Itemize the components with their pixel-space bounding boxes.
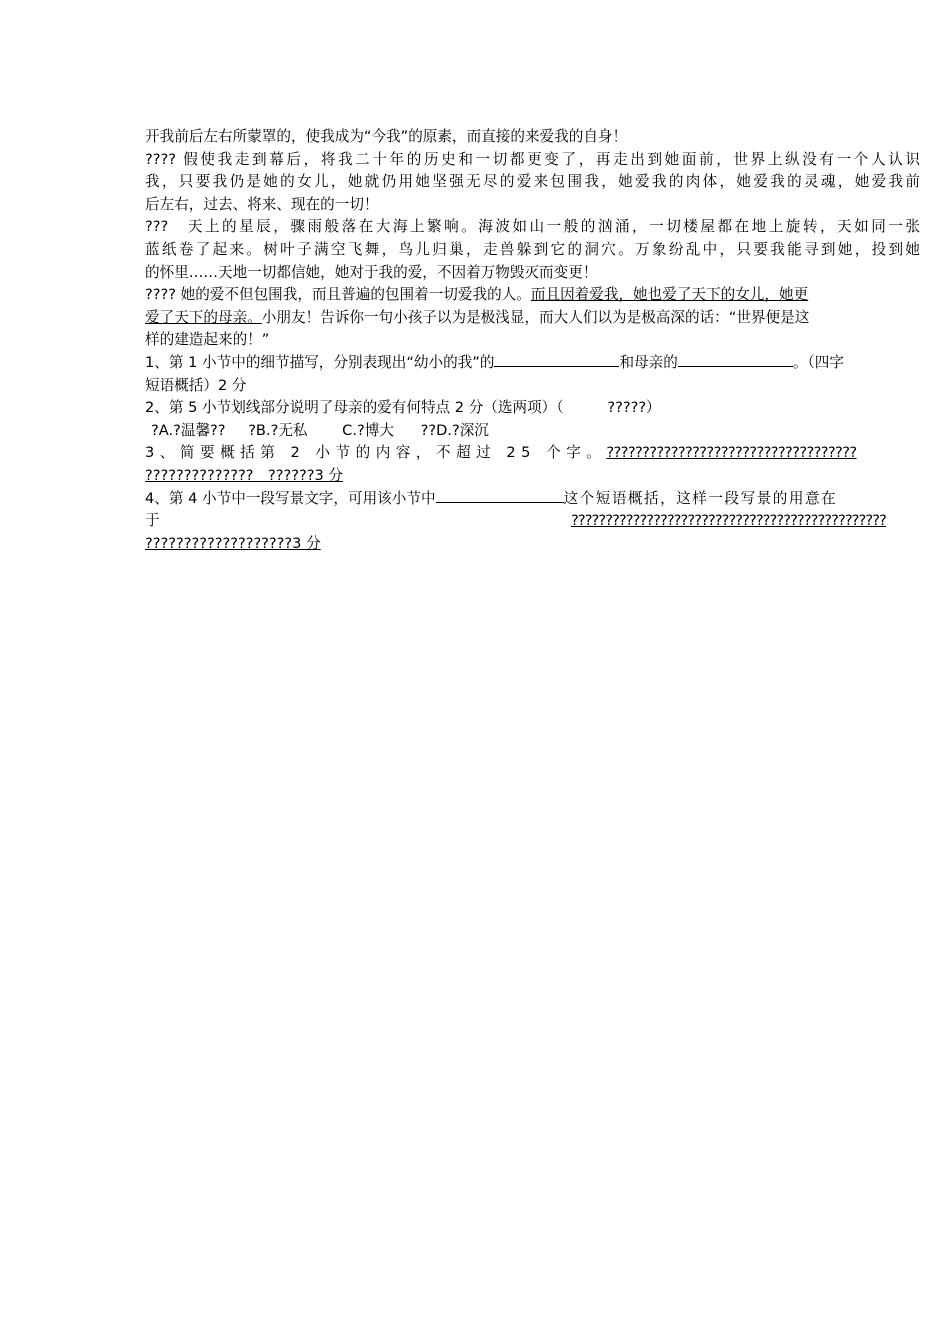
passage-text: ???? 她的爱不但包围我，而且普遍的包围着一切爱我的人。 [145, 286, 531, 304]
answer-line[interactable]: ???????????????????3 分 [145, 534, 321, 552]
passage-line [145, 284, 920, 307]
passage-line: 开我前后左右所蒙罩的，使我成为“今我”的原素，而直接的来爱我的自身！ [145, 128, 628, 145]
passage-line: 蓝纸卷了起来。树叶子满空飞舞，鸟儿归巢，走兽躲到它的洞穴。万象纷乱中，只要我能寻到她，投到她 [145, 240, 920, 258]
option-d[interactable]: ??D.?深沉 [420, 421, 489, 439]
question-text: 这个短语概括，这样一段写景的用意在 [563, 489, 838, 507]
question-1 [145, 352, 920, 375]
question-text: 和母亲的 [619, 353, 678, 371]
question-text: 3、简要概括第 2 小节的内容，不超过 25 个字。 [145, 444, 607, 462]
passage-line: 的怀里……天地一切都信她，她对于我的爱，不因着万物毁灭而变更！ [145, 263, 598, 281]
answer-blank[interactable] [436, 488, 564, 503]
passage-line: 样的建造起来的！” [145, 331, 270, 349]
question-text: 。（四字 [792, 353, 844, 371]
question-4 [145, 488, 920, 511]
question-4-cont [145, 510, 920, 533]
question-2-options [145, 420, 920, 443]
question-text: 1、第 1 小节中的细节描写，分别表现出“幼小的我”的 [145, 353, 495, 371]
option-a[interactable]: ?A.?温馨?? [151, 421, 226, 439]
answer-line[interactable]: ??????????????????????????????????? [606, 444, 857, 462]
passage-line: 后左右，过去、将来、现在的一切！ [145, 195, 379, 213]
answer-line[interactable]: ?????????????????????????????????????????????? [571, 512, 886, 530]
answer-blank[interactable] [678, 352, 793, 367]
passage-line [145, 307, 920, 330]
question-3 [145, 442, 920, 465]
question-text: 于 [145, 512, 160, 530]
answer-blank[interactable] [494, 352, 619, 367]
passage-line: ??? 天上的星辰，骤雨般落在大海上繁响。海波如山一般的汹涌，一切楼屋都在地上旋转，天如同一张 [145, 218, 920, 236]
question-3-cont [145, 465, 920, 488]
answer-line[interactable]: ?????????????? ??????3 分 [145, 466, 344, 484]
passage-line: ???? 假使我走到幕后，将我二十年的历史和一切都更变了，再走出到她面前，世界上纵没有一个人认识 [145, 150, 920, 168]
passage-line: 我，只要我仍是她的女儿，她就仍用她坚强无尽的爱来包围我，她爱我的肉体，她爱我的灵魂，她爱我前 [145, 173, 920, 191]
underlined-sentence: 而且因着爱我，她也爱了天下的女儿，她更 [530, 286, 809, 304]
question-1-cont: 短语概括）2 分 [145, 376, 247, 394]
document-page [145, 126, 920, 555]
question-4-end [145, 533, 920, 556]
question-text: 4、第 4 小节中一段写景文字，可用该小节中 [145, 489, 436, 507]
option-b[interactable]: ?B.?无私 [248, 421, 308, 439]
passage-text: 小朋友！告诉你一句小孩子以为是极浅显，而大人们以为是极高深的话：“世界便是这 [261, 308, 810, 326]
question-2: 2、第 5 小节划线部分说明了母亲的爱有何特点 2 分（选两项）（ ?????） [145, 399, 661, 417]
underlined-sentence: 爱了天下的母亲。 [145, 308, 262, 326]
option-c[interactable]: C.?博大 [342, 421, 394, 439]
